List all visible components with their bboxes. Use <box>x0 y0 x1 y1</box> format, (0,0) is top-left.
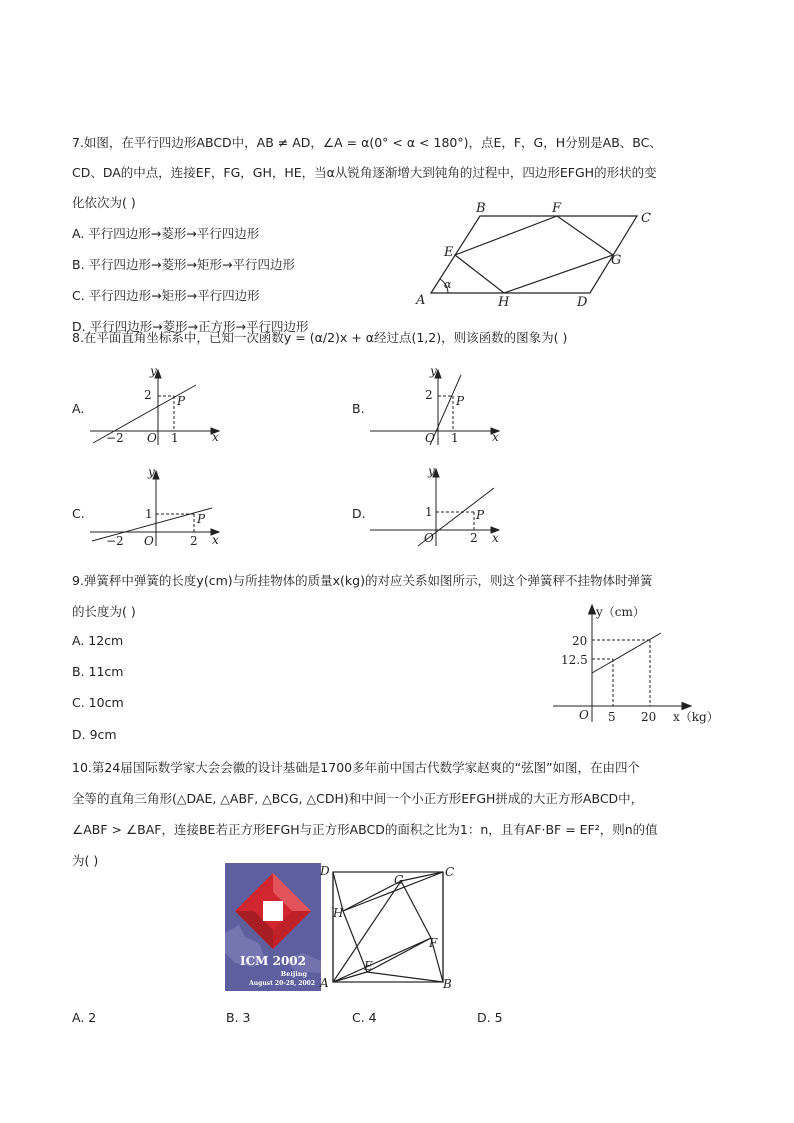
q7-text-line2: CD、DA的中点，连接EF，FG，GH，HE，当α从锐角逐渐增大到钝角的过程中，四边形EFGH的形状的变 <box>72 165 657 180</box>
svg-text:Beijing: Beijing <box>280 970 307 978</box>
svg-text:P: P <box>197 512 206 526</box>
q9-option-c: C. 10cm <box>72 695 124 710</box>
svg-text:P: P <box>177 394 186 408</box>
svg-text:−2: −2 <box>106 431 124 445</box>
svg-text:F: F <box>429 936 438 950</box>
q9-spring-graph <box>545 600 725 730</box>
q7-option-a: A. 平行四边形→菱形→平行四边形 <box>72 226 260 241</box>
q10-text-line4: 为( ) <box>72 853 99 868</box>
q8-option-d-label: D. <box>352 506 366 521</box>
quadrilateral-efgh <box>455 216 613 293</box>
svg-text:y（cm）: y（cm） <box>596 605 645 619</box>
label-f: F <box>552 201 562 216</box>
svg-text:1: 1 <box>451 431 459 445</box>
svg-text:O: O <box>144 534 154 548</box>
q10-text-line2: 全等的直角三角形(△DAE, △ABF, △BCG, △CDH)和中间一个小正方形EFGH拼成的大正方形ABCD中， <box>72 791 644 806</box>
q8-graph-d <box>368 466 508 550</box>
label-alpha: α <box>444 278 452 291</box>
svg-text:x（kg）: x（kg） <box>673 710 719 724</box>
q10-option-c: C. 4 <box>352 1010 377 1025</box>
svg-text:1: 1 <box>425 505 433 519</box>
q7-option-b: B. 平行四边形→菱形→矩形→平行四边形 <box>72 257 295 272</box>
q9-text-line2: 的长度为( ) <box>72 604 136 619</box>
q8-text-line1: 8.在平面直角坐标系中，已知一次函数y = (α/2)x + α经过点(1,2)，则该函数的图象为( ) <box>72 330 568 345</box>
q9-option-d: D. 9cm <box>72 727 117 742</box>
q7-option-c: C. 平行四边形→矩形→平行四边形 <box>72 288 260 303</box>
svg-text:2: 2 <box>470 531 478 545</box>
q7-option-d: D. 平行四边形→菱形→正方形→平行四边形 <box>72 319 309 334</box>
function-line <box>592 633 661 673</box>
svg-text:y: y <box>150 365 157 378</box>
svg-text:O: O <box>425 431 435 445</box>
q8-graph-c <box>88 466 228 550</box>
svg-text:P: P <box>476 508 485 522</box>
svg-text:y: y <box>148 466 155 479</box>
svg-text:ICM 2002: ICM 2002 <box>239 954 307 968</box>
svg-text:5: 5 <box>608 710 616 724</box>
svg-text:1: 1 <box>171 431 179 445</box>
svg-text:O: O <box>579 708 589 722</box>
q10-square-figure <box>316 861 461 991</box>
svg-text:x: x <box>492 531 499 545</box>
parallelogram-abcd <box>431 216 637 293</box>
q8-option-c-label: C. <box>72 506 85 521</box>
q9-option-b: B. 11cm <box>72 664 124 679</box>
q10-option-a: A. 2 <box>72 1010 97 1025</box>
svg-text:C: C <box>445 865 455 879</box>
svg-text:O: O <box>424 531 434 545</box>
label-g: G <box>611 253 622 268</box>
q7-parallelogram-figure <box>410 198 660 310</box>
q8-graph-a <box>88 365 228 447</box>
svg-text:y: y <box>428 466 435 478</box>
q7-text-line1: 7.如图，在平行四边形ABCD中，AB ≠ AD，∠A = α(0° < α < 180°)，点E，F，G，H分别是AB、BC、 <box>72 135 662 150</box>
svg-text:August 20-28, 2002: August 20-28, 2002 <box>249 980 315 987</box>
svg-text:H: H <box>333 906 344 920</box>
svg-text:20: 20 <box>572 634 588 648</box>
svg-text:O: O <box>147 431 157 445</box>
svg-text:12.5: 12.5 <box>561 653 588 667</box>
q9-text-line1: 9.弹簧秤中弹簧的长度y(cm)与所挂物体的质量x(kg)的对应关系如图所示，则这个弹簧秤不挂物体时弹簧 <box>72 573 653 588</box>
q10-option-b: B. 3 <box>226 1010 251 1025</box>
label-h: H <box>498 295 510 310</box>
svg-text:2: 2 <box>425 388 433 402</box>
svg-text:−2: −2 <box>106 534 124 548</box>
q7-text-line3: 化依次为( ) <box>72 195 136 210</box>
label-b: B <box>476 201 486 216</box>
svg-text:D: D <box>320 864 330 878</box>
svg-text:2: 2 <box>190 534 198 548</box>
icm-2002-logo <box>225 863 321 991</box>
label-e: E <box>444 245 454 260</box>
q8-option-b-label: B. <box>352 401 365 416</box>
svg-text:2: 2 <box>144 388 152 402</box>
q10-text-line1: 10.第24届国际数学家大会会徽的设计基础是1700多年前中国古代数学家赵爽的“弦图”如图，在由四个 <box>72 760 641 775</box>
svg-text:G: G <box>394 873 404 887</box>
q8-graph-b <box>368 365 508 447</box>
svg-text:y: y <box>430 365 437 378</box>
q10-option-d: D. 5 <box>477 1010 503 1025</box>
q10-text-line3: ∠ABF > ∠BAF，连接BE若正方形EFGH与正方形ABCD的面积之比为1：n，且有AF·BF = EF²，则n的值 <box>72 822 658 837</box>
q9-option-a: A. 12cm <box>72 633 124 648</box>
svg-text:A: A <box>320 976 329 990</box>
svg-text:x: x <box>212 533 219 547</box>
label-a: A <box>416 293 426 308</box>
svg-text:1: 1 <box>145 507 153 521</box>
svg-text:20: 20 <box>641 710 657 724</box>
q8-option-a-label: A. <box>72 401 85 416</box>
svg-text:E: E <box>364 959 373 973</box>
svg-text:B: B <box>443 977 452 991</box>
svg-text:x: x <box>212 430 219 444</box>
svg-text:x: x <box>492 430 499 444</box>
label-d: D <box>577 295 588 310</box>
label-c: C <box>641 211 651 226</box>
svg-text:P: P <box>456 394 465 408</box>
